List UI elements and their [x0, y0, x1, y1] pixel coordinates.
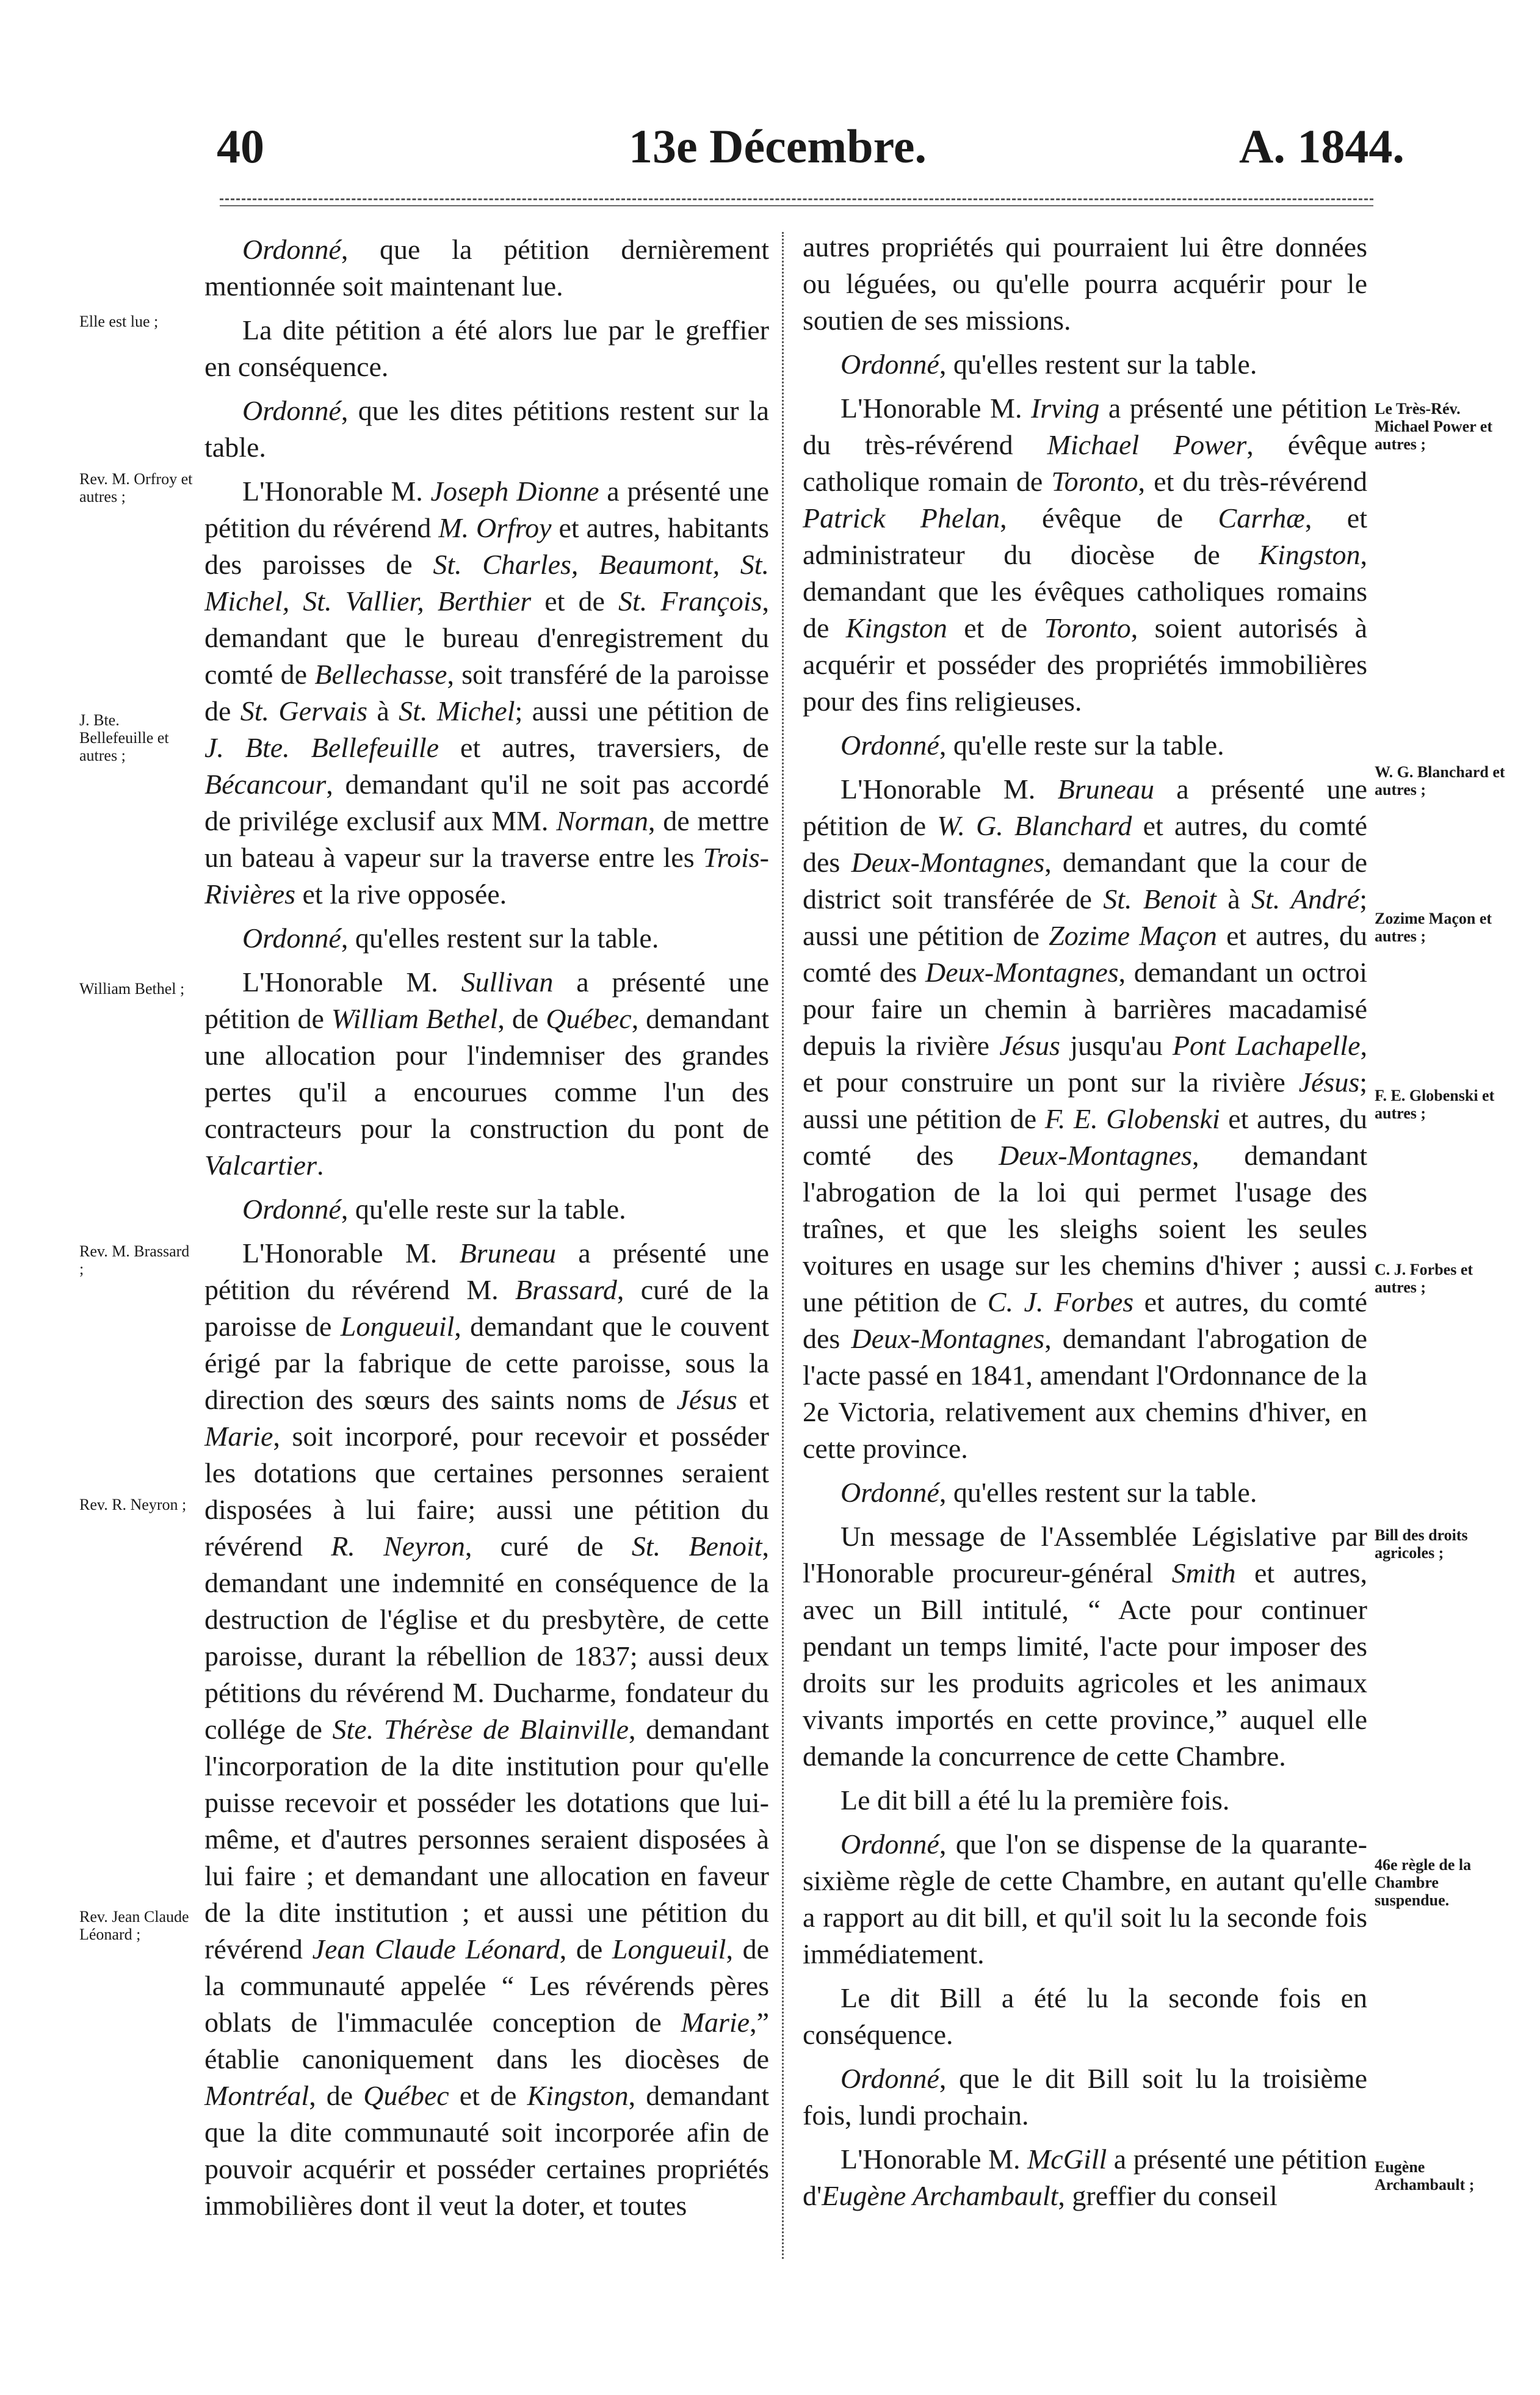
page-year: A. 1844. — [1239, 120, 1404, 173]
paragraph: Ordonné, qu'elle reste sur la table. — [242, 1194, 626, 1225]
paragraph: Ordonné, que l'on se dispense de la quarante-sixième règle de cette Chambre, en autant qu'elle a rapport au dit bill, et qu'il soit lu la seconde fois immédiatement. — [803, 1828, 1367, 1969]
margin-note-right: Le Très-Rév. Michael Power et autres ; — [1375, 400, 1492, 453]
paragraph: L'Honorable M. Bruneau a présenté une pétition de W. G. Blanchard et autres, du comté des Deux-Montagnes, demandant que la cour de district soit transférée de St. Benoit à St. André; aussi une pétition de Zozime Maçon et autres, du comté des Deux-Montagnes, demandant un octroi pour faire un chemin à barrières macadamisé depuis la rivière Jésus jusqu'au Pont Lachapelle, et pour construire un pont sur la rivière Jésus; aussi une pétition de F. E. Globenski et autres, du comté des Deux-Montagnes, demandant l'abrogation de la loi qui permet l'usage des traînes, et que les sleighs soient les seules voitures en usage sur les chemins d'hiver ; aussi une pétition de C. J. Forbes et autres, du comté des Deux-Montagnes, demandant l'abrogation de l'acte passé en 1841, amendant l'Ordonnance de la 2e Victoria, relativement aux chemins d'hiver, en cette province. — [803, 774, 1368, 1464]
paragraph: Ordonné, que le dit Bill soit lu la troisième fois, lundi prochain. — [803, 2063, 1367, 2131]
margin-note-left: Rev. R. Neyron ; — [79, 1496, 187, 1513]
paragraph: La dite pétition a été alors lue par le greffier en conséquence. — [204, 314, 769, 382]
right-column — [803, 229, 1367, 2222]
paragraph: autres propriétés qui pourraient lui être données ou léguées, ou qu'elle pourra acquérir pour le soutien de ses missions. — [803, 231, 1367, 336]
margin-note-left: J. Bte. Bellefeuille et autres ; — [79, 711, 169, 764]
paragraph: Ordonné, que les dites pétitions restent sur la table. — [204, 395, 769, 463]
paragraph: Ordonné, qu'elles restent sur la table. — [242, 922, 659, 954]
paragraph: Le dit Bill a été lu la seconde fois en conséquence. — [803, 1982, 1367, 2050]
paragraph: Le dit bill a été lu la première fois. — [840, 1784, 1230, 1816]
margin-note-left: William Bethel ; — [79, 980, 185, 998]
header-rule — [220, 205, 1373, 206]
page-date: 13e Décembre. — [629, 120, 927, 173]
left-column — [204, 229, 769, 2231]
margin-note-right: C. J. Forbes et autres ; — [1375, 1261, 1473, 1296]
margin-note-left: Rev. M. Orfroy et autres ; — [79, 470, 193, 505]
margin-note-right: Eugène Archambault ; — [1375, 2158, 1475, 2194]
column-divider — [782, 232, 784, 2259]
page-number: 40 — [217, 120, 264, 173]
paragraph: L'Honorable M. Irving a présenté une pétition du très-révérend Michael Power, évêque catholique romain de Toronto, et du très-révérend Patrick Phelan, évêque de Carrhæ, et administrateur du diocèse de Kingston, demandant que les évêques catholiques romains de Kingston et de Toronto, soient autorisés à acquérir et posséder des propriétés immobilières pour des fins religieuses. — [803, 393, 1368, 717]
margin-note-left: Rev. Jean Claude Léonard ; — [79, 1908, 189, 1943]
paragraph: L'Honorable M. Sullivan a présenté une pétition de William Bethel, de Québec, demandant une allocation pour l'indemniser des grandes pertes qu'il a encourues comme l'un des contracteurs pour la construction du pont de Valcartier. — [204, 966, 769, 1181]
paragraph: Un message de l'Assemblée Législative par l'Honorable procureur-général Smith et autres, avec un Bill intitulé, “ Acte pour continuer pendant un temps limité, l'acte pour imposer des droits sur les produits agricoles et les animaux vivants importés en cette province,” auquel elle demande la concurrence de cette Chambre. — [803, 1521, 1367, 1772]
margin-note-left: Elle est lue ; — [79, 313, 159, 330]
paragraph: Ordonné, qu'elles restent sur la table. — [840, 1477, 1257, 1508]
margin-note-right: F. E. Globenski et autres ; — [1375, 1087, 1495, 1122]
margin-note-right: W. G. Blanchard et autres ; — [1375, 763, 1505, 799]
paragraph: L'Honorable M. Bruneau a présenté une pétition du révérend M. Brassard, curé de la paroisse de Longueuil, demandant que le couvent érigé par la fabrique de cette paroisse, sous la direction des sœurs des saints noms de Jésus et Marie, soit incorporé, pour recevoir et posséder les dotations que certaines personnes seraient disposées à lui faire; aussi une pétition du révérend R. Neyron, curé de St. Benoit, demandant une indemnité en conséquence de la destruction de l'église et du presbytère, de cette paroisse, durant la rébellion de 1837; aussi deux pétitions du révérend M. Ducharme, fondateur du collége de Ste. Thérèse de Blainville, demandant l'incorporation de la dite institution pour qu'elle puisse recevoir et posséder les dotations que lui-même, et d'autres personnes seraient disposées à lui faire ; et demandant une allocation en faveur de la dite institution ; et aussi une pétition du révérend Jean Claude Léonard, de Longueuil, de la communauté appelée “ Les révérends pères oblats de l'immaculée conception de Marie,” établie canoniquement dans les diocèses de Montréal, de Québec et de Kingston, demandant que la dite communauté soit incorporée afin de pouvoir acquérir et posséder certaines propriétés immobilières dont il veut la doter, et toutes — [204, 1237, 770, 2221]
paragraph: L'Honorable M. Joseph Dionne a présenté une pétition du révérend M. Orfroy et autres, habitants des paroisses de St. Charles, Beaumont, St. Michel, St. Vallier, Berthier et de St. François, demandant que le bureau d'enregistrement du comté de Bellechasse, soit transféré de la paroisse de St. Gervais à St. Michel; aussi une pétition de J. Bte. Bellefeuille et autres, traversiers, de Bécancour, demandant qu'il ne soit pas accordé de privilége exclusif aux MM. Norman, de mettre un bateau à vapeur sur la traverse entre les Trois-Rivières et la rive opposée. — [204, 476, 770, 910]
paragraph: Ordonné, que la pétition dernièrement mentionnée soit maintenant lue. — [204, 234, 769, 302]
margin-note-right: Bill des droits agricoles ; — [1375, 1526, 1468, 1562]
margin-note-right: 46e règle de la Chambre suspendue. — [1375, 1856, 1472, 1909]
paragraph: Ordonné, qu'elle reste sur la table. — [840, 730, 1224, 761]
header-rule-dashed — [220, 198, 1373, 200]
margin-note-left: Rev. M. Brassard ; — [79, 1242, 190, 1278]
paragraph: Ordonné, qu'elles restent sur la table. — [840, 349, 1257, 380]
paragraph: L'Honorable M. McGill a présenté une pétition d'Eugène Archambault, greffier du conseil — [803, 2143, 1367, 2211]
margin-note-right: Zozime Maçon et autres ; — [1375, 910, 1492, 945]
